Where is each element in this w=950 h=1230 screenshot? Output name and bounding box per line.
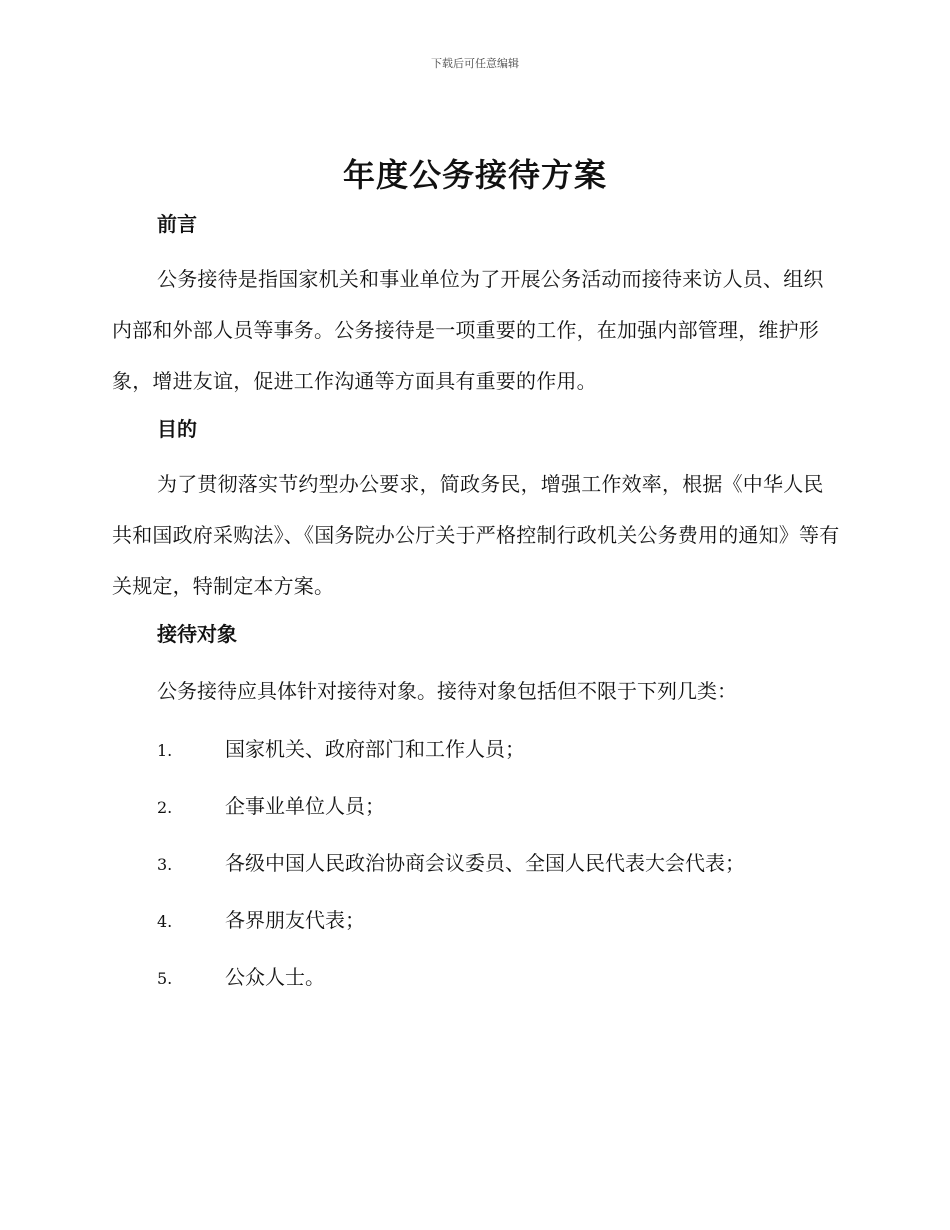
list-number: 3.: [157, 855, 173, 874]
list-number: 2.: [157, 798, 173, 817]
list-number: 1.: [157, 741, 173, 760]
list-item: [157, 847, 857, 876]
section-heading-purpose: 目的: [157, 417, 197, 441]
preface-paragraph: 公务接待是指国家机关和事业单位为了开展公务活动而接待来访人员、组织内部和外部人员等事务。公务接待是一项重要的工作，在加强内部管理，维护形象，增进友谊，促进工作沟通等方面具有重要的作用。: [112, 267, 824, 393]
targets-intro: 公务接待应具体针对接待对象。接待对象包括但不限于下列几类：: [157, 679, 737, 703]
list-item: [157, 904, 857, 933]
page-title: 年度公务接待方案: [342, 156, 607, 194]
header-note: 下载后可任意编辑: [431, 57, 519, 70]
purpose-paragraph: 为了贯彻落实节约型办公要求，简政务民，增强工作效率，根据《中华人民共和国政府采购法》、《国务院办公厅关于严格控制行政机关公务费用的通知》等有关规定，特制定本方案。: [112, 472, 840, 598]
list-text: 国家机关、政府部门和工作人员；: [225, 737, 525, 761]
list-number: 4.: [157, 912, 173, 931]
list-number: 5.: [157, 969, 173, 988]
list-item: [157, 961, 857, 990]
section-heading-preface: 前言: [157, 212, 197, 236]
list-item: [157, 790, 857, 819]
list-text: 各级中国人民政治协商会议委员、全国人民代表大会代表；: [225, 851, 745, 875]
section-heading-targets: 接待对象: [157, 622, 237, 646]
list-text: 公众人士。: [225, 965, 325, 989]
list-text: 各界朋友代表；: [225, 908, 365, 932]
list-item: [157, 733, 857, 762]
list-text: 企事业单位人员；: [225, 794, 385, 818]
